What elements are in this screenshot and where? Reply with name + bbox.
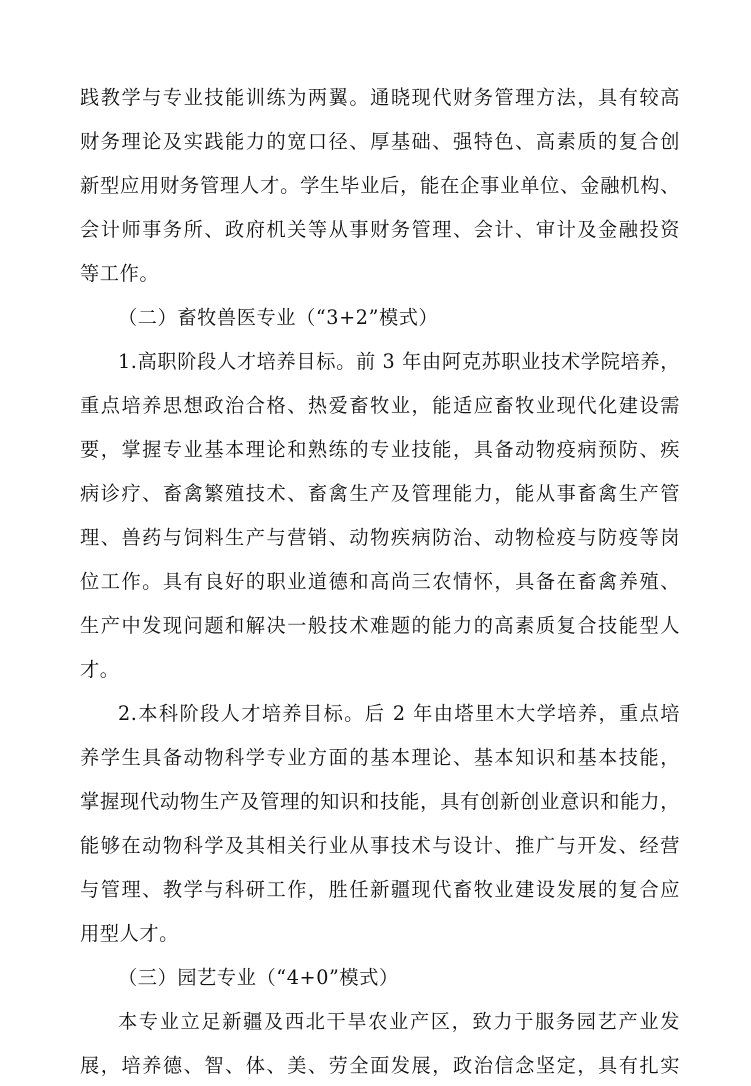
- paragraph-line: 用型人才。: [80, 922, 179, 945]
- paragraph-line: 2.本科阶段人才培养目标。后 2 年由塔里木大学培养，重点培: [118, 702, 680, 725]
- paragraph-line: 理、兽药与饲料生产与营销、动物疾病防治、动物检疫与防疫等岗: [80, 526, 680, 549]
- paragraph-line: 才。: [80, 658, 120, 681]
- paragraph-line: 践教学与专业技能训练为两翼。通晓现代财务管理方法，具有较高: [80, 86, 680, 109]
- paragraph-line: 位工作。具有良好的职业道德和高尚三农情怀，具备在畜禽养殖、: [80, 570, 680, 593]
- paragraph-line: 展，培养德、智、体、美、劳全面发展，政治信念坚定，具有扎实: [80, 1054, 680, 1077]
- paragraph-line: 新型应用财务管理人才。学生毕业后，能在企事业单位、金融机构、: [80, 174, 680, 197]
- paragraph-line: 生产中发现问题和解决一般技术难题的能力的高素质复合技能型人: [80, 614, 680, 637]
- section-heading: （二）畜牧兽医专业（“3+2”模式）: [118, 306, 439, 329]
- paragraph-line: 能够在动物科学及其相关行业从事技术与设计、推广与开发、经营: [80, 834, 680, 857]
- paragraph-line: 与管理、教学与科研工作，胜任新疆现代畜牧业建设发展的复合应: [80, 878, 680, 901]
- paragraph-line: 等工作。: [80, 262, 160, 285]
- paragraph-line: 财务理论及实践能力的宽口径、厚基础、强特色、高素质的复合创: [80, 130, 680, 153]
- paragraph-line: 病诊疗、畜禽繁殖技术、畜禽生产及管理能力，能从事畜禽生产管: [80, 482, 680, 505]
- paragraph-line: 养学生具备动物科学专业方面的基本理论、基本知识和基本技能，: [80, 746, 680, 769]
- paragraph-line: 重点培养思想政治合格、热爱畜牧业，能适应畜牧业现代化建设需: [80, 394, 680, 417]
- paragraph-line: 1.高职阶段人才培养目标。前 3 年由阿克苏职业技术学院培养，: [118, 350, 680, 373]
- paragraph-line: 掌握现代动物生产及管理的知识和技能，具有创新创业意识和能力，: [80, 790, 680, 813]
- paragraph-line: 会计师事务所、政府机关等从事财务管理、会计、审计及金融投资: [80, 218, 680, 241]
- section-heading: （三）园艺专业（“4+0”模式）: [118, 966, 399, 989]
- paragraph-line: 要，掌握专业基本理论和熟练的专业技能，具备动物疫病预防、疾: [80, 438, 680, 461]
- paragraph-line: 本专业立足新疆及西北干旱农业产区，致力于服务园艺产业发: [118, 1010, 680, 1033]
